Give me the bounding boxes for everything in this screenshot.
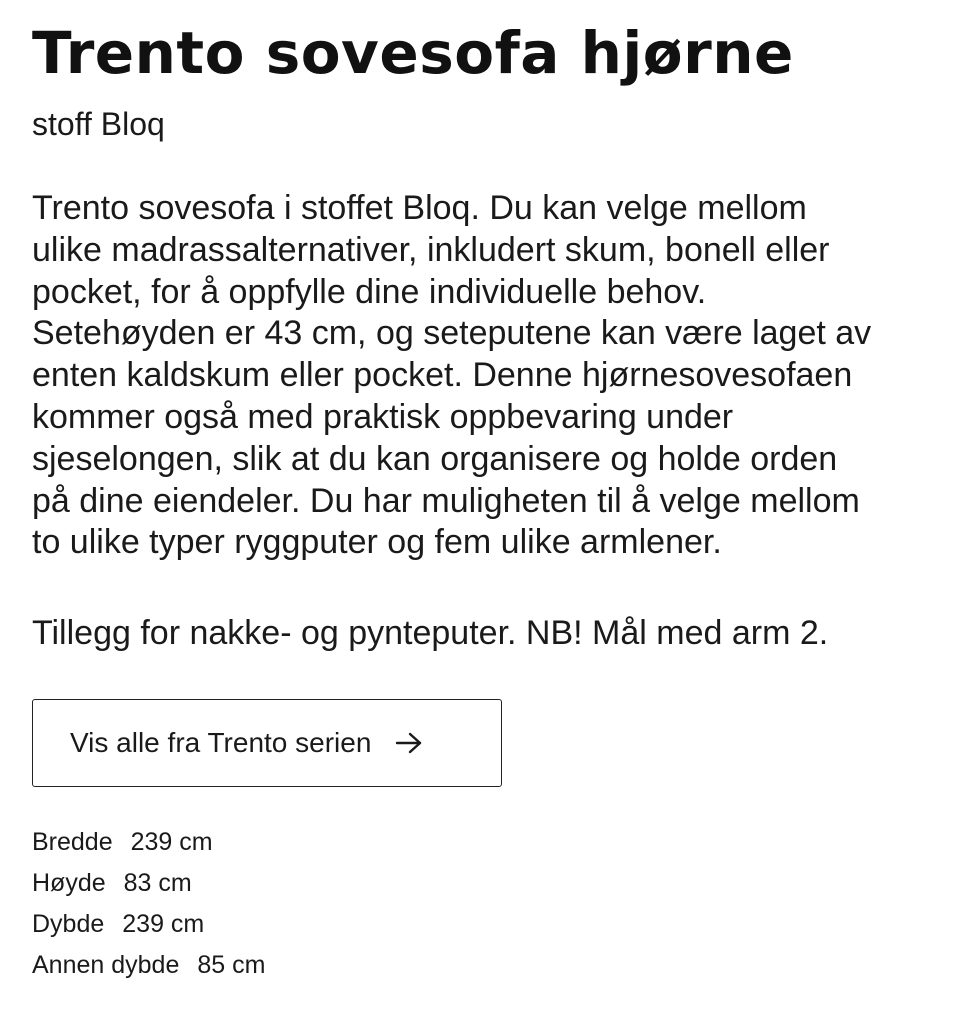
description-line: ulike madrassalternativer, inkludert skum, bonell eller: [32, 230, 830, 269]
dimension-row-height: [32, 863, 632, 904]
description-line: sjeselongen, slik at du kan organisere og holde orden: [32, 439, 838, 478]
description-line: på dine eiendeler. Du har muligheten til å velge mellom: [32, 481, 860, 520]
dimension-row-other-depth: [32, 945, 632, 986]
description-line: to ulike typer ryggputer og fem ulike armlener.: [32, 523, 722, 562]
product-title: Trento sovesofa hjørne: [32, 19, 794, 87]
dimension-value: 83 cm: [123, 869, 192, 897]
dimension-row-depth: [32, 904, 632, 945]
description-line: enten kaldskum eller pocket. Denne hjørnesovesofaen: [32, 356, 853, 395]
dimension-label: Bredde: [32, 828, 113, 856]
description-line: pocket, for å oppfylle dine individuelle behov.: [32, 272, 707, 311]
product-subtitle: stoff Bloq: [32, 106, 165, 142]
dimension-label: Annen dybde: [32, 951, 180, 979]
view-series-button[interactable]: [32, 699, 502, 787]
dimension-value: 85 cm: [197, 951, 266, 979]
view-series-button-label: Vis alle fra Trento serien: [70, 727, 372, 758]
product-dimensions: [32, 822, 632, 986]
product-note: Tillegg for nakke- og pynteputer. NB! Mål med arm 2.: [32, 614, 829, 652]
dimension-value: 239 cm: [130, 828, 213, 856]
description-line: kommer også med praktisk oppbevaring under: [32, 397, 734, 436]
description-line: Setehøyden er 43 cm, og seteputene kan være laget av: [32, 314, 872, 353]
dimension-value: 239 cm: [122, 910, 205, 938]
product-description: [32, 188, 932, 564]
description-line: Trento sovesofa i stoffet Bloq. Du kan velge mellom: [32, 189, 807, 227]
dimension-label: Høyde: [32, 869, 106, 897]
dimension-label: Dybde: [32, 910, 105, 938]
dimension-row-width: [32, 822, 632, 863]
arrow-right-icon: [395, 731, 423, 755]
